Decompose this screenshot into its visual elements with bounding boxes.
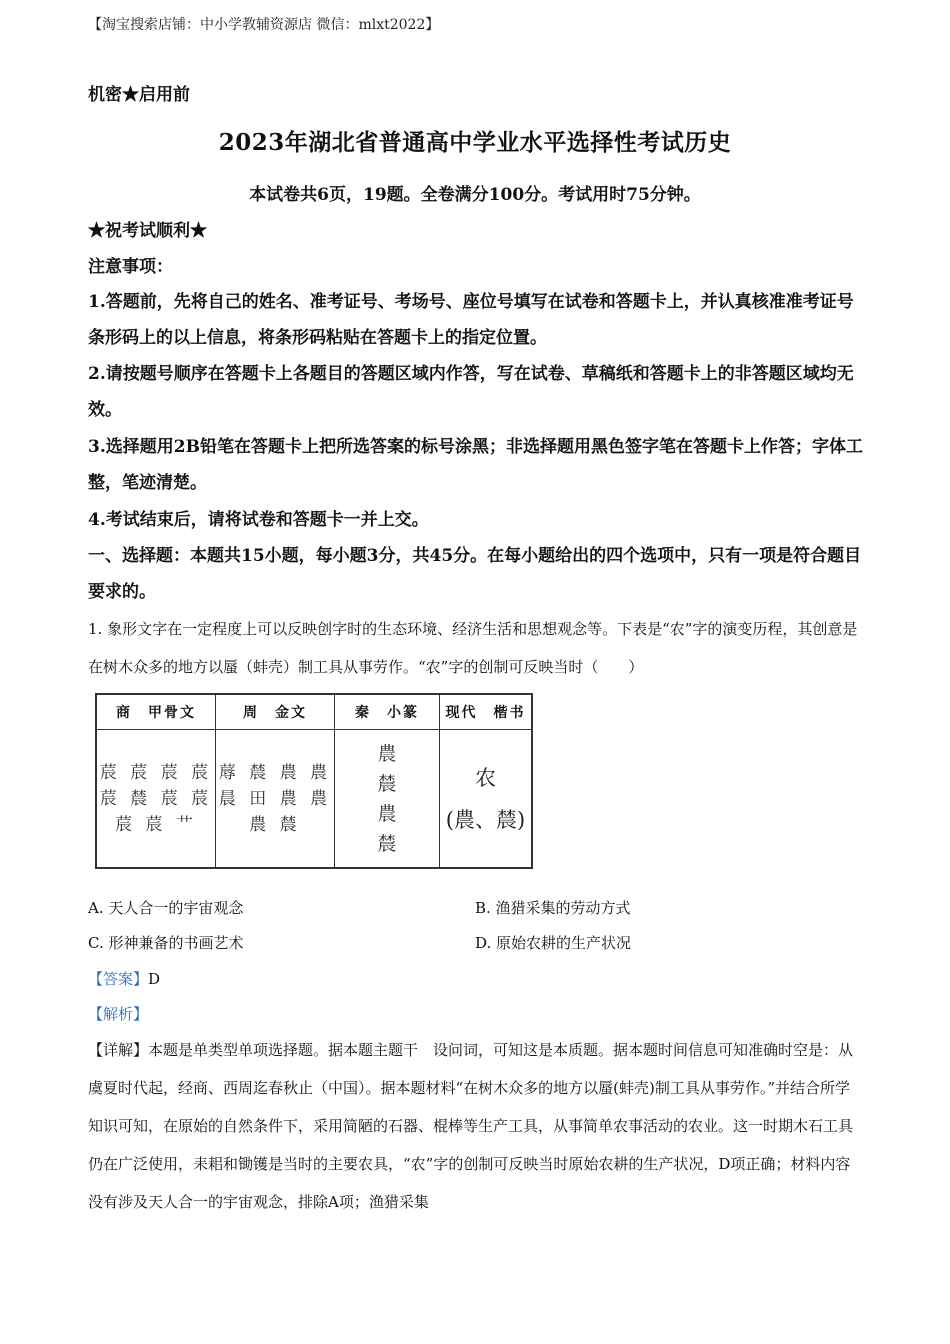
good-luck: ★祝考试顺利★ xyxy=(88,221,207,241)
option-c: C. 形神兼备的书画艺术 xyxy=(88,934,244,952)
table-header-seal: 秦 小篆 xyxy=(335,694,440,730)
analysis-tag: 【解析】 xyxy=(88,1005,149,1023)
option-b: B. 渔猎采集的劳动方式 xyxy=(475,899,631,917)
bronze-glyph-row: 晨 田 農 農 xyxy=(218,788,332,809)
note-item-4: 4.考试结束后，请将试卷和答题卡一并上交。 xyxy=(88,510,429,530)
seal-glyph: 辳 xyxy=(377,772,397,795)
note-item-3: 3.选择题用2B铅笔在答题卡上把所选答案的标号涂黑；非选择题用黑色签字笔在答题卡上作答；字体工整，笔迹清楚。 xyxy=(88,437,863,493)
exam-title: 2023年湖北省普通高中学业水平选择性考试历史 xyxy=(218,129,732,156)
notes-heading: 注意事项： xyxy=(88,257,173,277)
header-note: 【淘宝搜索店铺：中小学教辅资源店 微信：mlxt2022】 xyxy=(88,17,440,33)
exam-subtitle: 本试卷共6页，19题。全卷满分100分。考试用时75分钟。 xyxy=(249,185,701,205)
bronze-glyph-row: 蓐 辳 農 農 xyxy=(218,762,332,783)
option-a: A. 天人合一的宇宙观念 xyxy=(88,899,244,917)
oracle-glyph-row: 莀 莀 莀 莀 xyxy=(99,762,213,783)
oracle-glyph-row: 莀 莀 艹 xyxy=(115,814,197,835)
seal-glyph: 農 xyxy=(377,742,397,765)
table-header-modern: 现代 楷书 xyxy=(440,694,533,730)
character-evolution-table xyxy=(95,693,533,869)
seal-glyph: 辳 xyxy=(377,832,397,855)
option-d: D. 原始农耕的生产状况 xyxy=(475,934,632,952)
answer-line xyxy=(88,969,160,989)
detail-explanation: 【详解】本题是单类型单项选择题。据本题主题干 设问词，可知这是本质题。据本题时间信息可知准确时空是：从虞夏时代起，经商、西周迄春秋止（中国）。据本题材料“在树木众多的地方以蜃(蚌壳)制工具从事劳作。”并结合所学知识可知，在原始的自然条件下，采用简陋的石器、棍棒等生产工具，从事简单农事活动的农业。这一时期木石工具仍在广泛使用，耒耜和锄镬是当时的主要农具，“农”字的创制可反映当时原始农耕的生产状况，D项正确；材料内容没有涉及天人合一的宇宙观念，排除A项；渔猎采集 xyxy=(88,1041,854,1211)
table-header-oracle: 商 甲骨文 xyxy=(96,694,216,730)
bronze-glyph-row: 農 辳 xyxy=(249,814,301,835)
section-heading: 一、选择题：本题共15小题，每小题3分，共45分。在每小题给出的四个选项中，只有一项是符合题目要求的。 xyxy=(88,546,862,602)
question-1-stem: 1. 象形文字在一定程度上可以反映创字时的生态环境、经济生活和思想观念等。下表是“农”字的演变历程，其创意是在树木众多的地方以蜃（蚌壳）制工具从事劳作。“农”字的创制可反映当时（ ） xyxy=(88,620,858,676)
answer-value: D xyxy=(148,970,161,988)
seal-glyph-cell xyxy=(335,730,440,869)
secret-mark: 机密★启用前 xyxy=(88,85,190,105)
answer-tag: 【答案】 xyxy=(88,970,149,988)
note-item-2: 2.请按题号顺序在答题卡上各题目的答题区域内作答，写在试卷、草稿纸和答题卡上的非答题区域均无效。 xyxy=(88,364,854,420)
note-item-1: 1.答题前，先将自己的姓名、准考证号、考场号、座位号填写在试卷和答题卡上，并认真核准准考证号条形码上的以上信息，将条形码粘贴在答题卡上的指定位置。 xyxy=(88,292,854,348)
modern-variants: (農、辳) xyxy=(445,807,526,832)
modern-glyph-cell xyxy=(440,730,533,869)
table-header-bronze: 周 金文 xyxy=(216,694,335,730)
bronze-glyph-cell xyxy=(216,730,335,869)
oracle-glyph-row: 莀 辳 莀 莀 xyxy=(99,788,213,809)
seal-glyph: 農 xyxy=(377,802,397,825)
oracle-glyph-cell xyxy=(96,730,216,869)
modern-char: 农 xyxy=(475,765,496,790)
